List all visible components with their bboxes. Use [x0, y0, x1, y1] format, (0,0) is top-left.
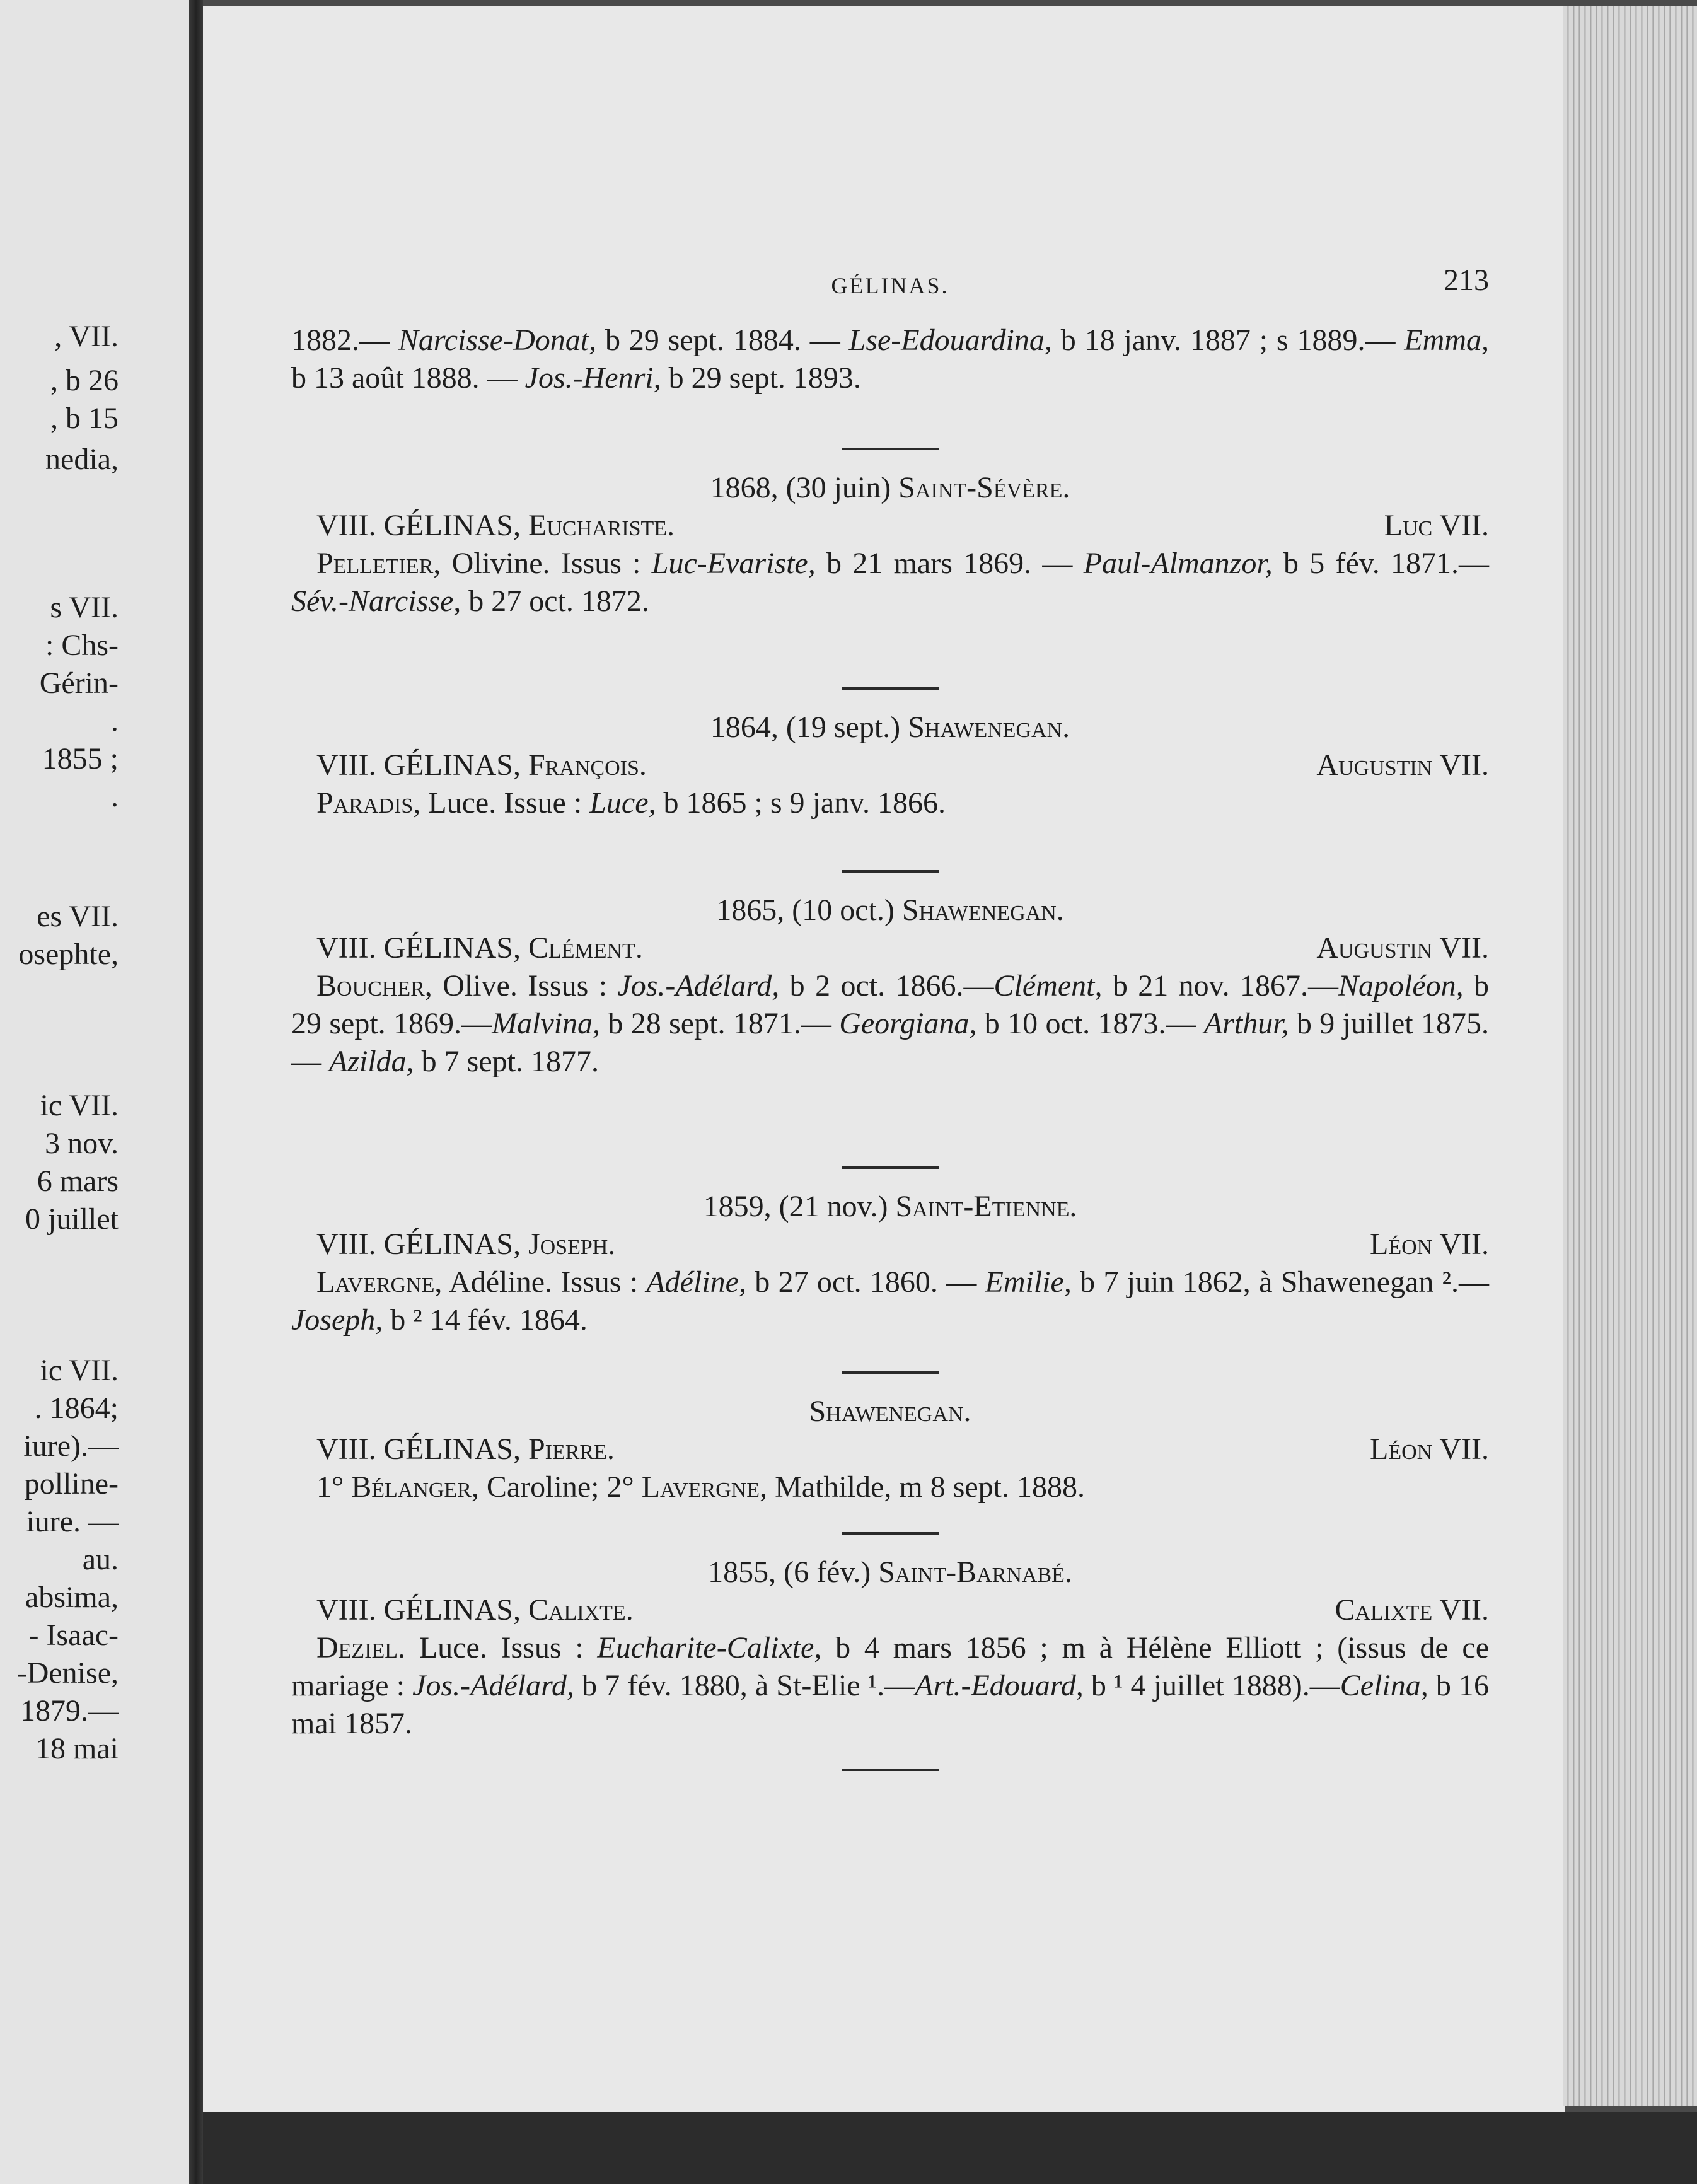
generation: VIII. [316, 509, 376, 542]
facing-page-text: ic VII. [40, 1089, 119, 1122]
entry-name [316, 929, 643, 967]
facing-page-text: au. [82, 1543, 119, 1576]
entry-text: b 10 oct. 1873.— [976, 1007, 1204, 1040]
entry-heading [291, 929, 1489, 967]
intro-paragraph [291, 322, 1489, 397]
facing-page-text: nedia, [45, 443, 119, 476]
facing-page-text: . 1864; [34, 1391, 119, 1425]
facing-page-text: osephte, [18, 938, 119, 971]
facing-page-text: 1879.— [20, 1694, 119, 1728]
entry-text: b 27 oct. 1872. [461, 584, 649, 618]
generation: VIII. [316, 1228, 376, 1261]
entry-text: 1° [316, 1470, 352, 1504]
entry-text: Caroline; 2° [478, 1470, 642, 1504]
page-number: 213 [1444, 264, 1489, 297]
event-place: Saint-Barnabé. [878, 1555, 1072, 1589]
spouse-given: Luce. [428, 786, 497, 820]
child-name: Joseph, [291, 1303, 383, 1337]
family-entry [291, 1371, 1489, 1506]
entry-text: b 13 août 1888. — [291, 361, 525, 395]
entry-paragraph [291, 1263, 1489, 1339]
child-name: Emma, [1404, 323, 1489, 357]
section-rule [842, 448, 939, 450]
child-name: Art.-Edouard, [915, 1669, 1084, 1702]
facing-page-text: 18 mai [35, 1732, 119, 1765]
generation: VIII. [316, 1593, 376, 1627]
marriage-event [291, 709, 1489, 746]
entry-paragraph [291, 784, 1489, 822]
child-name: Malvina, [492, 1007, 601, 1040]
entry-text: Lavergne, [641, 1470, 768, 1504]
facing-page-text: iure).— [23, 1429, 119, 1463]
page-header [291, 262, 1489, 299]
section-rule [842, 1532, 939, 1535]
entry-text: Issus : [560, 1265, 647, 1299]
entry-text: Issue : [504, 786, 590, 820]
spouse-surname: Lavergne, [316, 1265, 443, 1299]
spouse-given: Adéline. [449, 1265, 553, 1299]
entry-text: Bélanger, [351, 1470, 479, 1504]
event-date: 1865, (10 oct.) [716, 893, 895, 927]
parent-ref: Calixte VII. [1335, 1593, 1489, 1627]
surname: GÉLINAS, [383, 1593, 521, 1627]
event-place: Shawenegan. [809, 1395, 971, 1428]
entry-text: b 1865 ; s 9 janv. 1866. [656, 786, 946, 820]
entry-paragraph [291, 1629, 1489, 1743]
spouse-given: Olivine. [451, 547, 550, 580]
child-name: Georgiana, [839, 1007, 977, 1040]
event-date: 1855, (6 fév.) [708, 1555, 871, 1589]
generation: VIII. [316, 1432, 376, 1466]
parent-ref: Léon VII. [1370, 1432, 1489, 1466]
marriage-event [291, 1188, 1489, 1226]
facing-page-text: . [111, 704, 119, 738]
child-name: Paul-Almanzor, [1083, 547, 1273, 580]
entry-text: b 16 mai 1857. [291, 1669, 1490, 1740]
given-name: François. [528, 748, 647, 782]
scan-background [203, 2112, 1697, 2184]
spouse-surname: Paradis, [316, 786, 421, 820]
child-name: Luc-Evariste, [651, 547, 816, 580]
child-name: Luce, [589, 786, 656, 820]
spouse-surname: Pelletier, [316, 547, 441, 580]
facing-page-text: iure. — [26, 1505, 119, 1538]
given-name: Euchariste. [528, 509, 675, 542]
entry-name [316, 507, 675, 545]
event-place: Saint-Etienne. [895, 1190, 1077, 1223]
child-name: Arthur, [1203, 1007, 1289, 1040]
marriage-event [291, 469, 1489, 507]
child-name: Narcisse-Donat, [398, 323, 597, 357]
generation: VIII. [316, 748, 376, 782]
event-place: Saint-Sévère. [898, 471, 1070, 504]
event-place: Shawenegan. [908, 711, 1070, 744]
entry-text: b 2 oct. 1866.— [779, 969, 994, 1002]
spouse-surname: Boucher, [316, 969, 432, 1002]
facing-page-text: 6 mars [37, 1165, 119, 1198]
entry-text: b 21 nov. 1867.— [1102, 969, 1338, 1002]
entry-heading [291, 1591, 1489, 1629]
child-name: Lse-Edouardina, [848, 323, 1052, 357]
entry-text: b ¹ 4 juillet 1888).— [1083, 1669, 1340, 1702]
section-rule [842, 870, 939, 873]
entry-text: Issus : [501, 1631, 598, 1664]
event-place: Shawenegan. [901, 893, 1064, 927]
facing-page-text: : Chs- [45, 629, 119, 662]
entry-text: b 21 mars 1869. — [815, 547, 1084, 580]
entry-text: b 27 oct. 1860. — [746, 1265, 985, 1299]
facing-page-text: - Isaac- [28, 1618, 119, 1652]
section-rule [842, 1371, 939, 1374]
facing-page-text: 3 nov. [45, 1127, 119, 1160]
facing-page-text: Gérin- [39, 666, 119, 700]
surname: GÉLINAS, [383, 748, 521, 782]
surname: GÉLINAS, [383, 1432, 521, 1466]
facing-page-text: 1855 ; [42, 742, 119, 775]
event-date: 1868, (30 juin) [710, 471, 891, 504]
surname: GÉLINAS, [383, 931, 521, 965]
child-name: Clément, [993, 969, 1103, 1002]
entry-name [316, 1431, 615, 1468]
book-page [203, 6, 1565, 2112]
entry-text: b 7 fév. 1880, à St-Elie ¹.— [574, 1669, 915, 1702]
entry-text: b 29 sept. 1884. — [596, 323, 849, 357]
entry-text: Mathilde, m 8 sept. 1888. [767, 1470, 1086, 1504]
given-name: Pierre. [528, 1432, 615, 1466]
entry-paragraph [291, 545, 1489, 620]
entry-text: 1882.— [291, 323, 398, 357]
entry-text: b 7 juin 1862, à Shawenegan ².— [1071, 1265, 1490, 1299]
facing-page-text: ic VII. [40, 1354, 119, 1387]
facing-page-text: , VII. [54, 320, 119, 353]
section-rule [842, 1166, 939, 1169]
child-name: Adéline, [646, 1265, 746, 1299]
surname: GÉLINAS, [383, 509, 521, 542]
section-rule [842, 687, 939, 690]
entry-text: b ² 14 fév. 1864. [383, 1303, 588, 1337]
event-date: 1864, (19 sept.) [710, 711, 901, 744]
section-rule [842, 1769, 939, 1771]
child-name: Celina, [1340, 1669, 1428, 1702]
facing-page-text: s VII. [50, 591, 119, 624]
child-name: Emilie, [985, 1265, 1072, 1299]
child-name: Azilda, [329, 1045, 414, 1078]
family-entry [291, 1532, 1489, 1743]
entry-paragraph [291, 967, 1489, 1081]
given-name: Joseph. [528, 1228, 616, 1261]
entry-text: b 7 sept. 1877. [414, 1045, 599, 1078]
running-title: GÉLINAS. [831, 273, 949, 298]
facing-page-text: . [111, 780, 119, 813]
child-name: Napoléon, [1338, 969, 1464, 1002]
family-entry [291, 1166, 1489, 1339]
child-name: Sév.-Narcisse, [291, 584, 461, 618]
entry-heading [291, 507, 1489, 545]
page-edges [1563, 6, 1697, 2106]
given-name: Calixte. [528, 1593, 634, 1627]
facing-page-text: -Denise, [16, 1656, 119, 1690]
entry-text: b 9 juillet 1875. — [291, 1007, 1490, 1078]
parent-ref: Augustin VII. [1316, 748, 1489, 782]
facing-page-text: 0 juillet [25, 1202, 119, 1236]
entry-text: b 29 sept. 1893. [661, 361, 861, 395]
generation: VIII. [316, 931, 376, 965]
entry-text: b 28 sept. 1871.— [600, 1007, 840, 1040]
marriage-event [291, 1393, 1489, 1431]
facing-page-text: polline- [24, 1467, 119, 1501]
marriage-event [291, 1554, 1489, 1591]
entry-heading [291, 1226, 1489, 1263]
book-gutter [189, 0, 203, 2184]
facing-page-fragment [0, 0, 189, 2184]
entry-text: b 29 sept. 1869.— [291, 969, 1490, 1040]
entry-name [316, 1226, 615, 1263]
family-entry [291, 870, 1489, 1081]
end-block [291, 1769, 1489, 1771]
given-name: Clément. [528, 931, 643, 965]
spouse-given: Olive. [443, 969, 518, 1002]
facing-page-text: , b 15 [50, 402, 119, 435]
entry-text: Issus : [560, 547, 652, 580]
entry-text: Issus : [528, 969, 618, 1002]
spouse-surname: Deziel. [316, 1631, 406, 1664]
child-name: Jos.-Adélard, [617, 969, 780, 1002]
entry-text: b 18 janv. 1887 ; s 1889.— [1051, 323, 1405, 357]
entry-name [316, 746, 647, 784]
intro-block [291, 322, 1489, 397]
spouse-given: Luce. [419, 1631, 487, 1664]
entry-name [316, 1591, 634, 1629]
event-date: 1859, (21 nov.) [703, 1190, 888, 1223]
surname: GÉLINAS, [383, 1228, 521, 1261]
parent-ref: Léon VII. [1370, 1228, 1489, 1261]
entry-heading [291, 746, 1489, 784]
facing-page-text: es VII. [37, 900, 119, 933]
marriage-event [291, 892, 1489, 929]
facing-page-text: absima, [25, 1581, 119, 1614]
entry-text: b 4 mars 1856 ; m à Hélène Elliott ; (issus de ce mariage : [291, 1631, 1490, 1702]
parent-ref: Augustin VII. [1316, 931, 1489, 965]
child-name: Eucharite-Calixte, [597, 1631, 822, 1664]
family-entry [291, 448, 1489, 620]
parent-ref: Luc VII. [1384, 509, 1489, 542]
family-entry [291, 687, 1489, 822]
child-name: Jos.-Henri, [524, 361, 661, 395]
entry-paragraph [291, 1468, 1489, 1506]
entry-text: b 5 fév. 1871.— [1272, 547, 1490, 580]
child-name: Jos.-Adélard, [412, 1669, 575, 1702]
entry-heading [291, 1431, 1489, 1468]
facing-page-text: , b 26 [50, 364, 119, 397]
